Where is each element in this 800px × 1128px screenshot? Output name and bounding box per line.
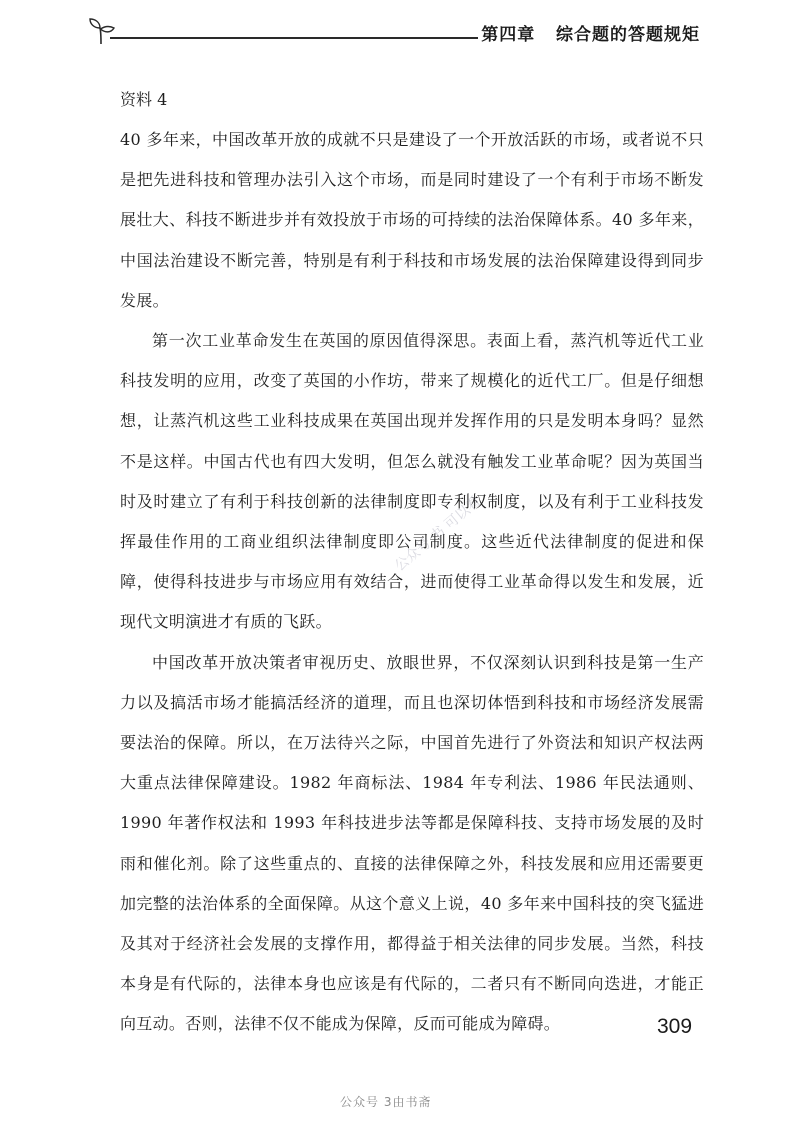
paragraph-2: 第一次工业革命发生在英国的原因值得深思。表面上看，蒸汽机等近代工业科技发明的应用，改变了英国的小作坊，带来了规模化的近代工厂。但是仔细想想，让蒸汽机这些工业科技成果在英国出现并发挥作用的只是发明本身吗？显然不是这样。中国古代也有四大发明，但怎么就没有触发工业革命呢？因为英国当时及时建立了有利于科技创新的法律制度即专利权制度，以及有利于工业科技发挥最佳作用的工商业组织法律制度即公司制度。这些近代法律制度的促进和保障，使得科技进步与市场应用有效结合，进而使得工业革命得以发生和发展，近现代文明演进才有质的飞跃。 [120, 331, 704, 632]
header-rule [110, 37, 478, 39]
sprout-icon [88, 16, 116, 46]
running-header [88, 14, 700, 46]
paragraph-3: 中国改革开放决策者审视历史、放眼世界，不仅深刻认识到科技是第一生产力以及搞活市场才能搞活经济的道理，而且也深切体悟到科技和市场经济发展需要法治的保障。所以，在万法待兴之际，中国首先进行了外资法和知识产权法两大重点法律保障建设。1982 年商标法、1984 年专利法、1986 年民法通则、1990 年著作权法和 1993 年科技进步法等都是保障科技、支持市场发展的及时雨和催化剂。除了这些重点的、直接的法律保障之外，科技发展和应用还需要更加完整的法治体系的全面保障。从这个意义上说，40 多年来中国科技的突飞猛进及其对于经济社会发展的支撑作用，都得益于相关法律的同步发展。当然，科技本身是有代际的，法律本身也应该是有代际的，二者只有不断同向迭进，才能正向互动。否则，法律不仅不能成为保障，反而可能成为障碍。 [120, 652, 704, 1034]
page-number: 309 [657, 1015, 693, 1038]
chapter-title: 第四章 综合题的答题规矩 [481, 25, 700, 45]
footer-watermark: 公众号 3由书斋 [340, 1095, 432, 1109]
section-label: 资料 4 [120, 90, 168, 109]
diagonal-watermark: 公众号 书 可以看 [391, 493, 485, 575]
page-body [120, 80, 704, 1045]
paragraph-1: 40 多年来，中国改革开放的成就不只是建设了一个开放活跃的市场，或者说不只是把先进科技和管理办法引入这个市场，而是同时建设了一个有利于市场不断发展壮大、科技不断进步并有效投放于市场的可持续的法治保障体系。40 多年来，中国法治建设不断完善，特别是有利于科技和市场发展的法治保障建设得到同步发展。 [120, 130, 704, 310]
